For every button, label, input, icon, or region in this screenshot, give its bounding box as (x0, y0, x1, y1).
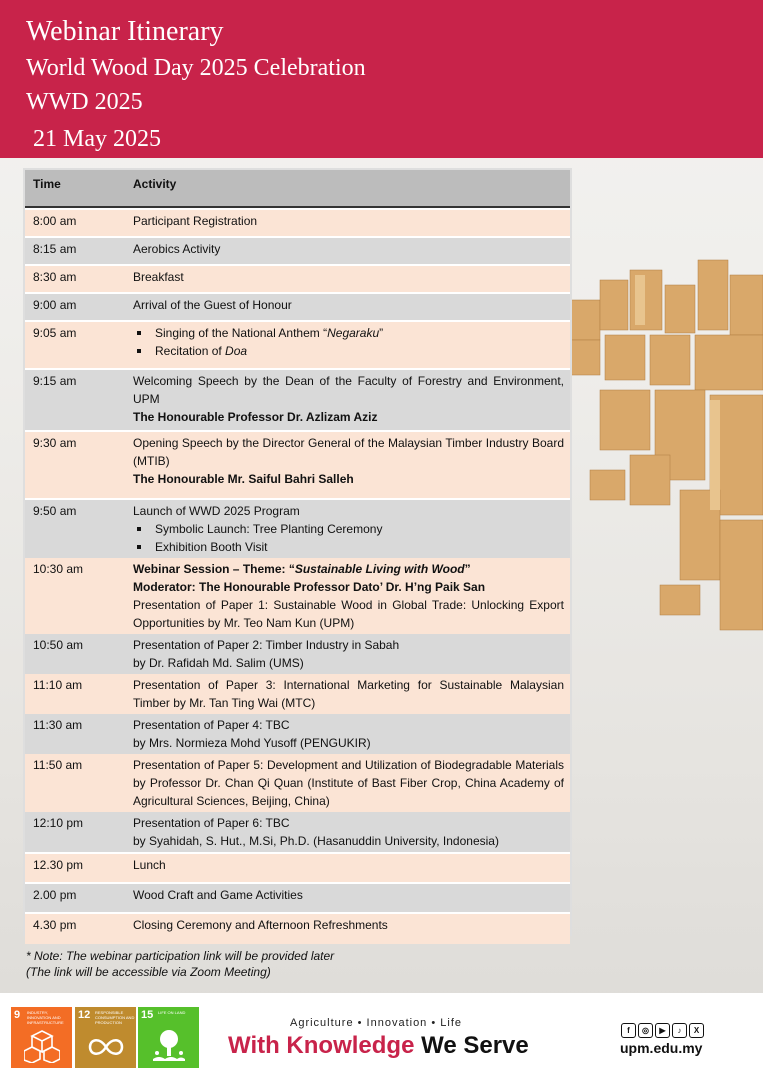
activity-cell: Presentation of Paper 4: TBC by Mrs. Normieza Mohd Yusoff (PENGUKIR) (125, 714, 570, 754)
time-cell: 9:50 am (25, 500, 125, 558)
activity-cell: Closing Ceremony and Afternoon Refreshments (125, 914, 570, 944)
table-row (25, 238, 570, 264)
table-row (25, 432, 570, 498)
table-row (25, 558, 570, 634)
cube-icon (24, 1029, 60, 1063)
bullet-item: Symbolic Launch: Tree Planting Ceremony (155, 520, 564, 538)
time-cell: 9:00 am (25, 294, 125, 320)
table-row (25, 322, 570, 368)
itinerary-table-container (23, 168, 572, 936)
time-cell: 12.30 pm (25, 854, 125, 882)
time-cell: 8:00 am (25, 210, 125, 236)
time-cell: 11:50 am (25, 754, 125, 812)
time-cell: 8:15 am (25, 238, 125, 264)
tagline: Agriculture • Innovation • Life (290, 1017, 463, 1029)
activity-cell: Arrival of the Guest of Honour (125, 294, 570, 320)
activity-cell: Opening Speech by the Director General of the Malaysian Timber Industry Board (MTIB) The Honourable Mr. Saiful Bahri Salleh (125, 432, 570, 498)
youtube-icon[interactable]: ▶ (655, 1023, 670, 1038)
table-row (25, 294, 570, 320)
table-row (25, 714, 570, 754)
slogan: With Knowledge We Serve (228, 1032, 529, 1059)
table-row (25, 754, 570, 812)
sdg-9-badge: 9 INDUSTRY, INNOVATION AND INFRASTRUCTURE (11, 1007, 72, 1068)
activity-cell: Presentation of Paper 6: TBC by Syahidah, S. Hut., M.Si, Ph.D. (Hasanuddin University, Indonesia) (125, 812, 570, 852)
table-row (25, 266, 570, 292)
time-cell: 8:30 am (25, 266, 125, 292)
event-date: 21 May 2025 (33, 126, 161, 152)
time-cell: 4.30 pm (25, 914, 125, 944)
sdg-15-badge: 15 LIFE ON LAND (138, 1007, 199, 1068)
table-row (25, 884, 570, 912)
activity-cell: Welcoming Speech by the Dean of the Faculty of Forestry and Environment, UPM The Honourable Professor Dr. Azlizam Aziz (125, 370, 570, 430)
sdg-12-badge: 12 RESPONSIBLE CONSUMPTION AND PRODUCTION (75, 1007, 136, 1068)
activity-cell: Lunch (125, 854, 570, 882)
time-cell: 9:05 am (25, 322, 125, 368)
note-line: (The link will be accessible via Zoom Meeting) (26, 965, 271, 979)
activity-cell: Wood Craft and Game Activities (125, 884, 570, 912)
table-row (25, 500, 570, 558)
instagram-icon[interactable]: ◎ (638, 1023, 653, 1038)
time-cell: 10:30 am (25, 558, 125, 634)
bullet-item: Singing of the National Anthem “Negaraku” (155, 324, 564, 342)
table-row (25, 812, 570, 852)
table-row (25, 210, 570, 236)
page-title: Webinar Itinerary (26, 16, 224, 47)
bullet-item: Recitation of Doa (155, 342, 564, 360)
table-row (25, 370, 570, 430)
tree-icon (151, 1029, 187, 1063)
activity-cell (125, 322, 570, 368)
table-header (25, 170, 570, 207)
time-cell: 2.00 pm (25, 884, 125, 912)
event-name: World Wood Day 2025 Celebration (26, 55, 366, 81)
time-cell: 10:50 am (25, 634, 125, 674)
infinity-icon (88, 1037, 124, 1057)
table-row (25, 914, 570, 944)
column-header-time: Time (25, 170, 125, 207)
social-links (621, 1023, 704, 1038)
website-link[interactable]: upm.edu.my (620, 1040, 703, 1056)
time-cell: 9:30 am (25, 432, 125, 498)
wood-sculpture-image (560, 240, 763, 710)
time-cell: 11:10 am (25, 674, 125, 714)
time-cell: 12:10 pm (25, 812, 125, 852)
activity-cell: Presentation of Paper 3: International Marketing for Sustainable Malaysian Timber by Mr. Tan Ting Wai (MTC) (125, 674, 570, 714)
time-cell: 11:30 am (25, 714, 125, 754)
column-header-activity: Activity (125, 170, 570, 207)
activity-cell: Presentation of Paper 2: Timber Industry in Sabah by Dr. Rafidah Md. Salim (UMS) (125, 634, 570, 674)
event-code: WWD 2025 (26, 89, 143, 115)
table-row (25, 634, 570, 674)
itinerary-table (25, 170, 570, 944)
note (26, 948, 334, 980)
table-row (25, 854, 570, 882)
time-cell: 9:15 am (25, 370, 125, 430)
table-row (25, 674, 570, 714)
facebook-icon[interactable]: f (621, 1023, 636, 1038)
activity-cell: Breakfast (125, 266, 570, 292)
activity-cell: Presentation of Paper 5: Development and Utilization of Biodegradable Materials by Professor Dr. Chan Qi Quan (Institute of Bast Fiber Crop, China Academy of Agricultural Sciences, Beijing, China) (125, 754, 570, 812)
activity-cell: Launch of WWD 2025 Program Symbolic Launch: Tree Planting Ceremony Exhibition Booth Visit (125, 500, 570, 558)
activity-cell: Webinar Session – Theme: “Sustainable Living with Wood” Moderator: The Honourable Professor Dato’ Dr. H’ng Paik San Presentation of Paper 1: Sustainable Wood in Global Trade: Unlocking Export Opportunities by Mr. Teo Nam Kun (UPM) (125, 558, 570, 634)
activity-cell: Participant Registration (125, 210, 570, 236)
activity-cell: Aerobics Activity (125, 238, 570, 264)
x-icon[interactable]: X (689, 1023, 704, 1038)
bullet-item: Exhibition Booth Visit (155, 538, 564, 556)
note-line: * Note: The webinar participation link will be provided later (26, 949, 335, 963)
tiktok-icon[interactable]: ♪ (672, 1023, 687, 1038)
header-banner (0, 0, 763, 158)
